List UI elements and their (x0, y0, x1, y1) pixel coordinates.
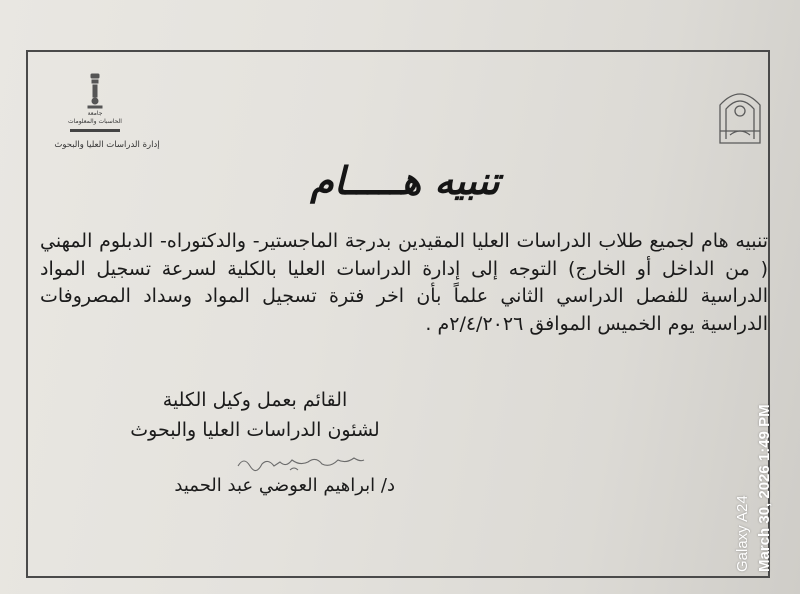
faculty-logo (60, 68, 130, 138)
signature-title-line-2: لشئون الدراسات العليا والبحوث (130, 419, 380, 441)
handwritten-signature (230, 448, 370, 476)
signature-scribble-icon (230, 448, 370, 476)
logo-text-line-1: جامعة (87, 110, 103, 117)
watermark-timestamp: March 30, 2026 1:49 PM (756, 404, 773, 572)
notice-title: تنبيه هـــــام (310, 158, 500, 203)
signature-block (110, 385, 400, 445)
logo-text-line-2: الحاسبات والمعلومات (68, 118, 122, 125)
signature-title-line-1: القائم بعمل وكيل الكلية (162, 389, 348, 411)
notice-body: تنبيه هام لجميع طلاب الدراسات العليا المقيدين بدرجة الماجستير- والدكتوراه- الدبلوم المهني ( من الداخل أو الخارج) التوجه إلى إدارة الدراسات العليا بالكلية لسرعة تسجيل المواد الدراسية للفصل الدراسي الثاني علماً بأن اخر فترة تسجيل المواد وسداد المصروفات الدراسية يوم الخميس الموافق ٢/٤/٢٠٢٦م . (40, 230, 768, 335)
university-logo (714, 85, 766, 147)
department-label: إدارة الدراسات العليا والبحوث (54, 140, 160, 150)
logo-bar (70, 129, 120, 132)
camera-watermark (730, 360, 790, 580)
university-seal-icon (714, 85, 766, 147)
watermark-device: Galaxy A24 (734, 495, 751, 572)
signer-name: د/ ابراهيم العوضي عبد الحميد (174, 475, 395, 496)
